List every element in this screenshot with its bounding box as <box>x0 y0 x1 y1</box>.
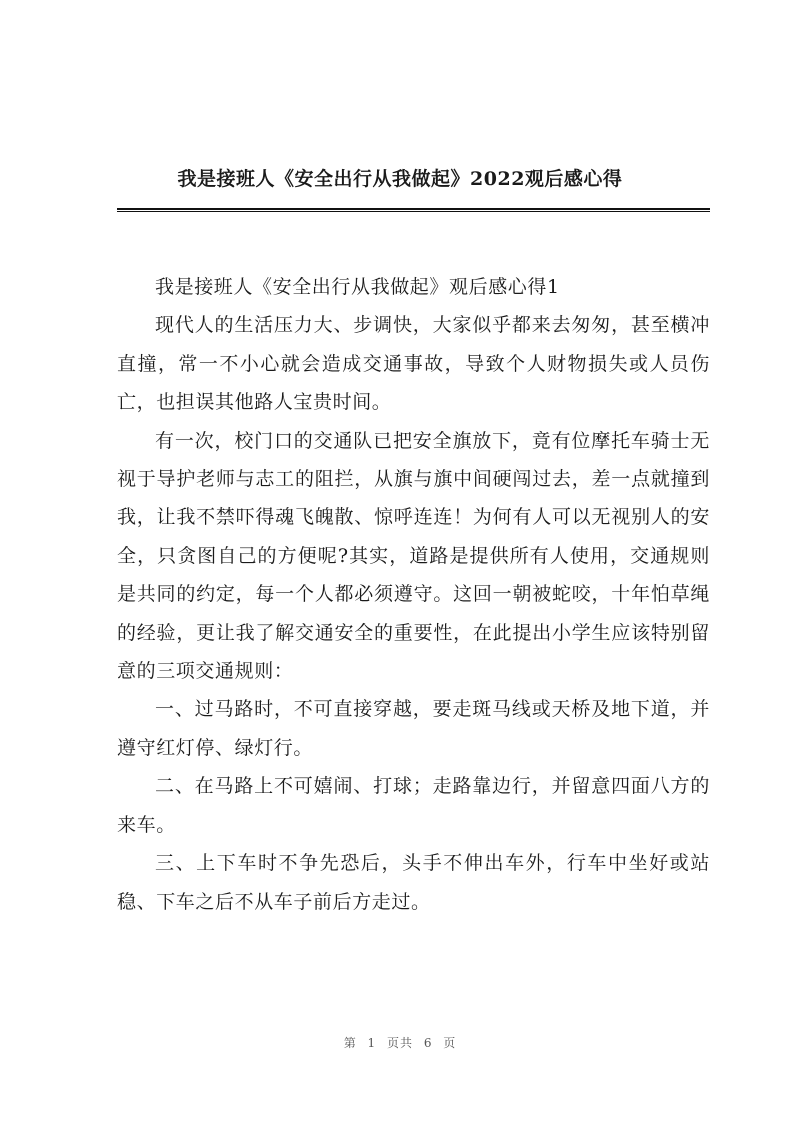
body-paragraph: 现代人的生活压力大、步调快，大家似乎都来去匆匆，甚至横冲直撞，常一不小心就会造成交通事故，导致个人财物损失或人员伤亡，也担误其他路人宝贵时间。 <box>117 314 710 414</box>
document-body <box>117 268 710 921</box>
document-title: 我是接班人《安全出行从我做起》2022观后感心得 <box>177 168 623 190</box>
body-paragraph-rule-3: 三、上下车时不争先恐后，头手不伸出车外，行车中坐好或站稳、下车之后不从车子前后方走过。 <box>117 852 710 913</box>
body-paragraph-heading: 我是接班人《安全出行从我做起》观后感心得1 <box>155 276 560 298</box>
page-number-footer: 第 1 页共 6 页 <box>343 1036 457 1050</box>
body-paragraph-rule-2: 二、在马路上不可嬉闹、打球；走路靠边行，并留意四面八方的来车。 <box>117 775 710 836</box>
body-paragraph: 有一次，校门口的交通队已把安全旗放下，竟有位摩托车骑士无视于导护老师与志工的阻拦，从旗与旗中间硬闯过去，差一点就撞到我，让我不禁吓得魂飞魄散、惊呼连连！为何有人可以无视别人的安全，只贪图自己的方便呢?其实，道路是提供所有人使用，交通规则是共同的约定，每一个人都必须遵守。这回一朝被蛇咬，十年怕草绳的经验，更让我了解交通安全的重要性，在此提出小学生应该特别留意的三项交通规则： <box>117 429 710 683</box>
title-divider <box>117 208 710 212</box>
body-paragraph-rule-1: 一、过马路时，不可直接穿越，要走斑马线或天桥及地下道，并遵守红灯停、绿灯行。 <box>117 698 710 759</box>
